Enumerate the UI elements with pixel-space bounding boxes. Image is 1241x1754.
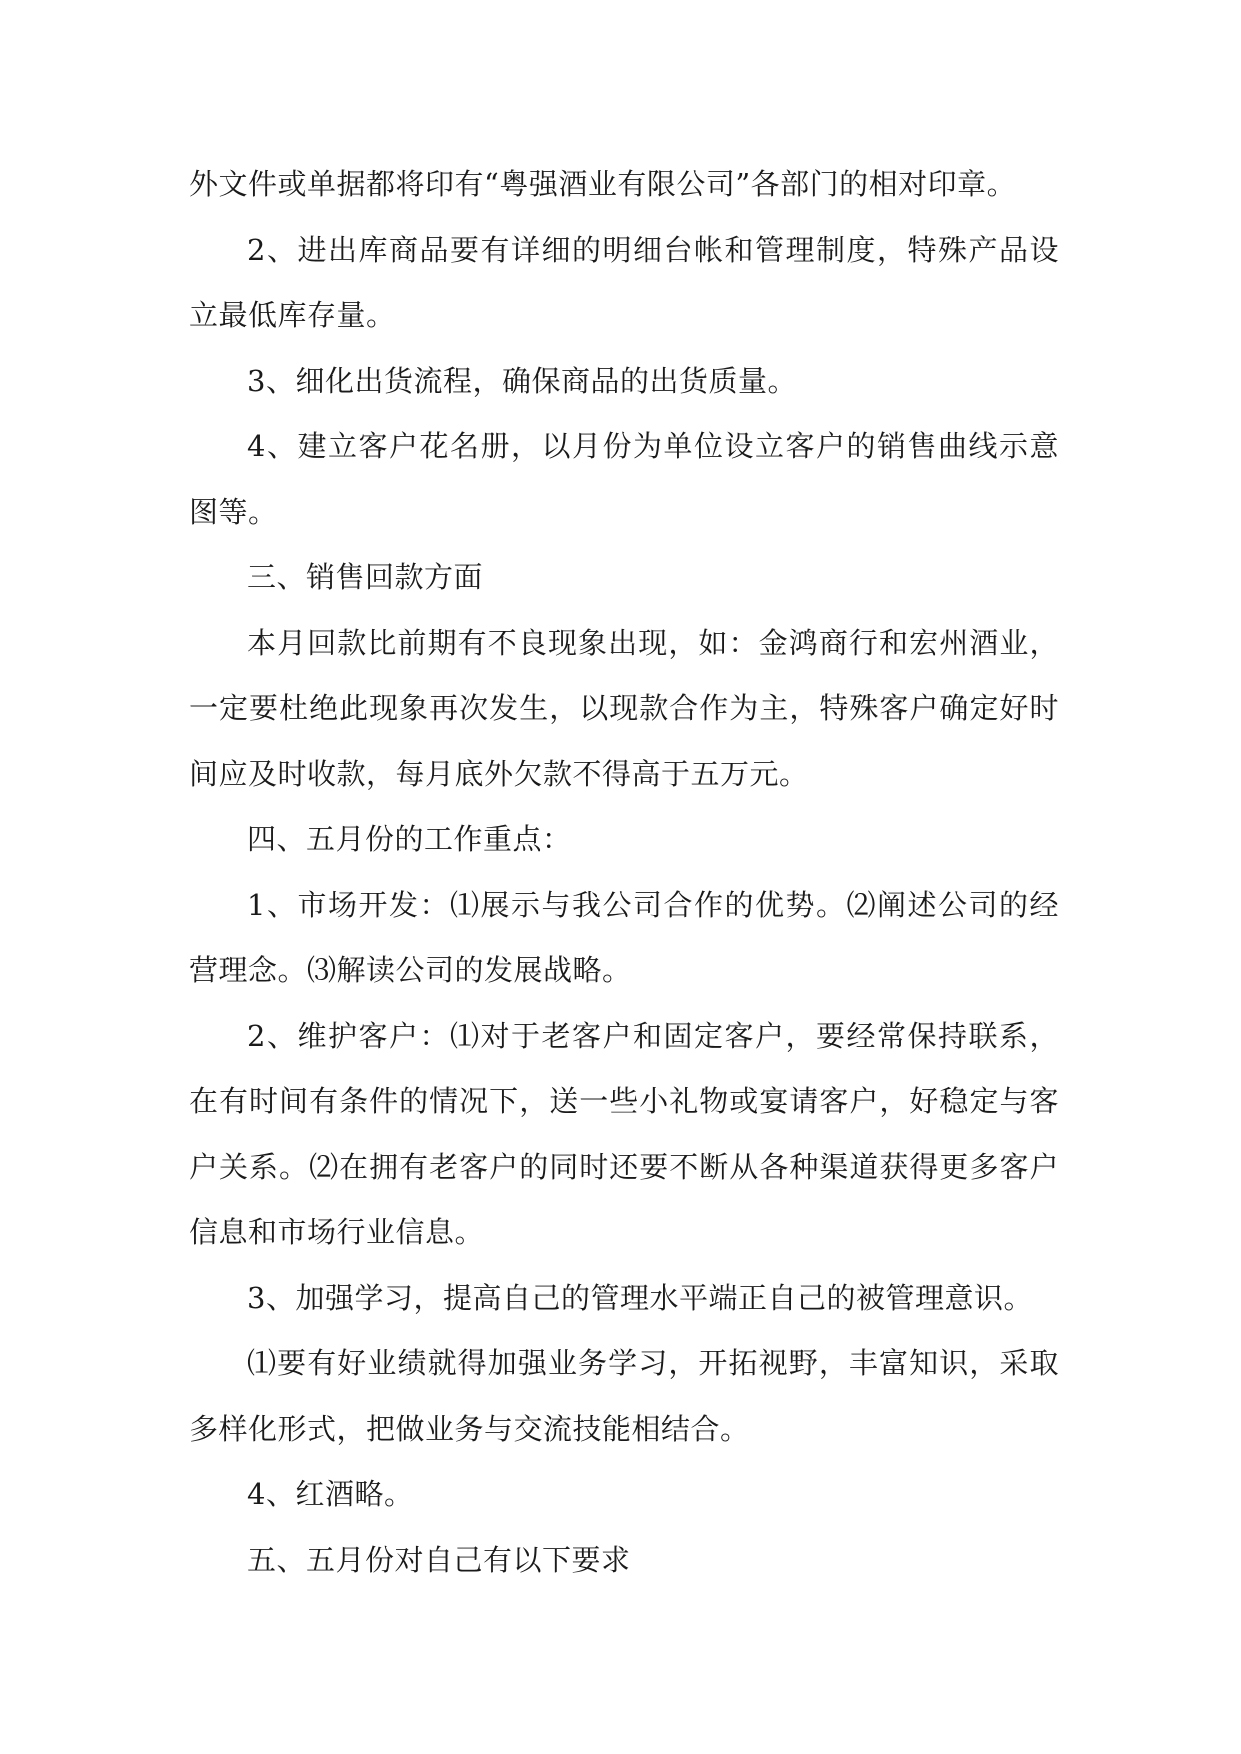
paragraph-continuation-seal: 外文件或单据都将印有“粤强酒业有限公司”各部门的相对印章。	[189, 167, 1017, 201]
paragraph-collection-issues: 本月回款比前期有不良现象出现，如：金鸿商行和宏州酒业，一定要杜绝此现象再次发生，以现款合作为主，特殊客户确定好时间应及时收款，每月底外欠款不得高于五万元。	[189, 625, 1059, 791]
paragraph-red-wine: 4、红酒略。	[247, 1477, 414, 1511]
paragraph-strengthen-learning: 3、加强学习，提高自己的管理水平端正自己的被管理意识。	[247, 1280, 1033, 1315]
heading-may-priorities: 四、五月份的工作重点：	[247, 822, 572, 856]
paragraph-customer-maintenance: 2、维护客户：⑴对于老客户和固定客户，要经常保持联系，在有时间有条件的情况下，送一些小礼物或宴请客户，好稳定与客户关系。⑵在拥有老客户的同时还要不断从各种渠道获得更多客户信息和市场行业信息。	[189, 1018, 1059, 1249]
document-body	[189, 152, 1059, 1593]
heading-self-requirements: 五、五月份对自己有以下要求	[247, 1542, 631, 1577]
paragraph-business-study: ⑴要有好业绩就得加强业务学习，开拓视野，丰富知识，采取多样化形式，把做业务与交流技能相结合。	[189, 1346, 1059, 1446]
paragraph-market-development: 1、市场开发：⑴展示与我公司合作的优势。⑵阐述公司的经营理念。⑶解读公司的发展战略。	[189, 887, 1059, 987]
paragraph-inventory-ledger: 2、进出库商品要有详细的明细台帐和管理制度，特殊产品设立最低库存量。	[189, 232, 1059, 332]
paragraph-shipping-process: 3、细化出货流程，确保商品的出货质量。	[247, 363, 797, 398]
heading-sales-collection: 三、销售回款方面	[247, 560, 484, 594]
paragraph-customer-roster: 4、建立客户花名册，以月份为单位设立客户的销售曲线示意图等。	[189, 429, 1059, 529]
